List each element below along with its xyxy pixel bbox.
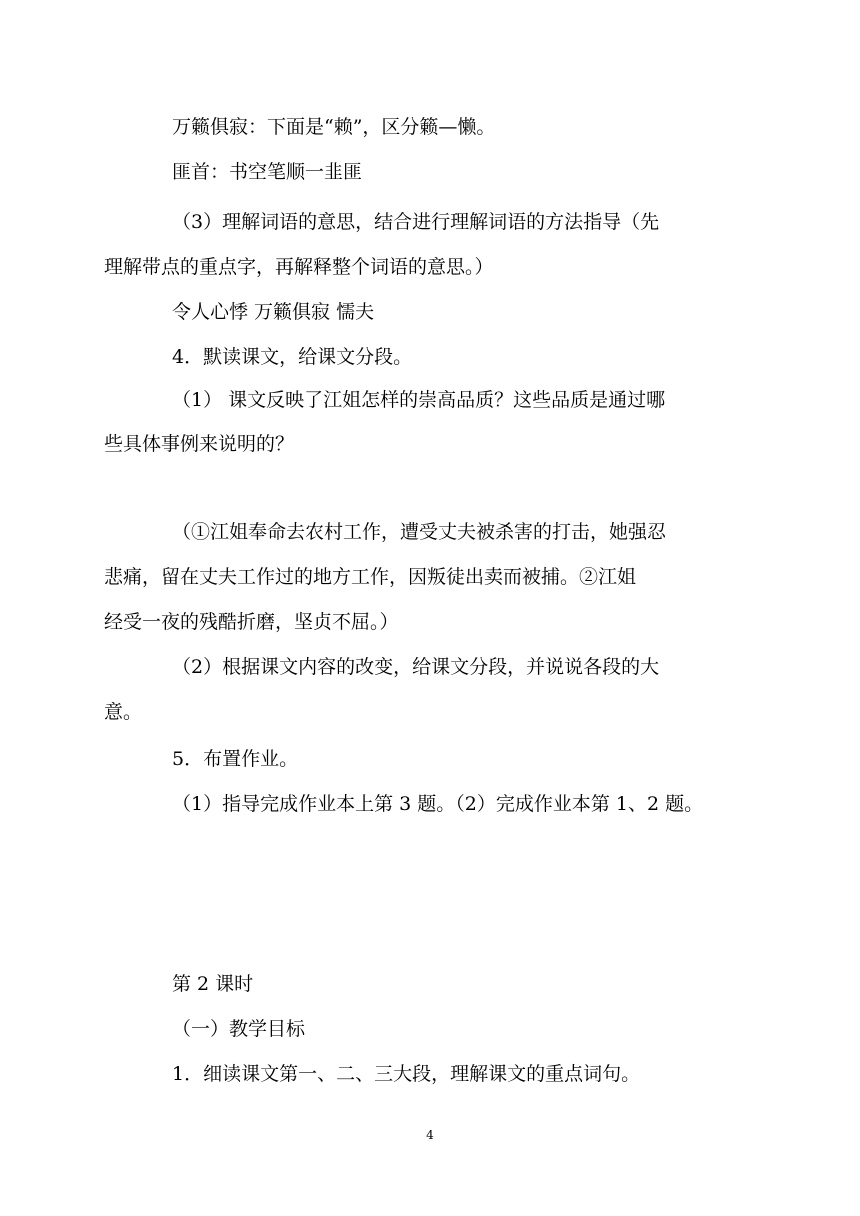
- text-line: （1） 课文反映了江姐怎样的崇高品质？这些品质是通过哪: [172, 389, 666, 411]
- text-line: 4．默读课文，给课文分段。: [172, 346, 413, 368]
- text-line: 悲痛，留在丈夫工作过的地方工作，因叛徒出卖而被捕。②江姐: [104, 566, 637, 588]
- text-line: （2）根据课文内容的改变，给课文分段，并说说各段的大: [172, 656, 660, 678]
- text-line: 理解带点的重点字，再解释整个词语的意思。）: [104, 256, 494, 278]
- text-line: 意。: [104, 701, 143, 723]
- text-line: （1）指导完成作业本上第 3 题。（2）完成作业本第 1、2 题。: [172, 793, 704, 815]
- text-line: 万籁俱寂：下面是“赖”，区分籁—懒。: [172, 116, 496, 138]
- text-line: （①江姐奉命去农村工作，遭受丈夫被杀害的打击，她强忍: [172, 521, 667, 543]
- lesson-heading: 第 2 课时: [172, 973, 254, 995]
- section-heading: （一）教学目标: [172, 1018, 306, 1040]
- text-line: （3）理解词语的意思，结合进行理解词语的方法指导（先: [172, 211, 660, 233]
- text-line: 经受一夜的残酷折磨，坚贞不屈。）: [104, 611, 399, 633]
- text-line: 令人心悸 万籁俱寂 懦夫: [172, 301, 375, 323]
- text-line: 匪首：书空笔顺一韭匪: [172, 161, 363, 183]
- text-line: 些具体事例来说明的？: [104, 433, 295, 455]
- page-number: 4: [426, 1128, 434, 1142]
- text-line: 1．细读课文第一、二、三大段，理解课文的重点词句。: [172, 1063, 641, 1085]
- text-line: 5．布置作业。: [172, 748, 299, 770]
